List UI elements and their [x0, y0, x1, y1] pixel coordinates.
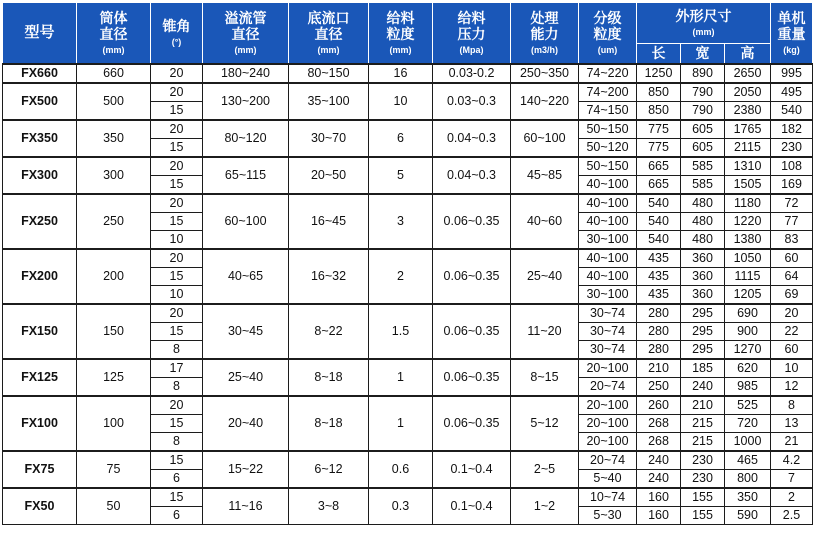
cell-cone-angle: 8 [151, 377, 203, 396]
cell-h: 1765 [725, 120, 771, 139]
cell-h: 985 [725, 377, 771, 396]
cell-feed-size: 0.6 [369, 451, 433, 488]
table-row [3, 64, 813, 83]
cell-underflow: 8~22 [289, 304, 369, 359]
cell-feed-size: 1.5 [369, 304, 433, 359]
cell-underflow: 16~32 [289, 249, 369, 304]
header-feed-size: 给料 粒度 (mm) [369, 3, 433, 64]
cell-weight: 169 [771, 175, 813, 194]
cell-cone-angle: 6 [151, 469, 203, 488]
cell-l: 775 [637, 138, 681, 157]
cell-h: 1380 [725, 230, 771, 249]
cell-feed-size: 5 [369, 157, 433, 194]
header-cone-angle: 锥角 (°) [151, 3, 203, 64]
cell-pressure: 0.03~0.3 [433, 83, 511, 120]
spec-table [2, 2, 813, 525]
header-model: 型号 [3, 3, 77, 64]
cell-pressure: 0.1~0.4 [433, 451, 511, 488]
cell-classify: 74~220 [579, 64, 637, 83]
cell-weight: 20 [771, 304, 813, 323]
cell-cone-angle: 20 [151, 396, 203, 415]
cell-h: 2650 [725, 64, 771, 83]
cell-feed-size: 6 [369, 120, 433, 157]
cell-w: 295 [681, 340, 725, 359]
cell-l: 240 [637, 469, 681, 488]
cell-cone-angle: 20 [151, 64, 203, 83]
cell-cone-angle: 15 [151, 212, 203, 230]
cell-w: 585 [681, 175, 725, 194]
cell-w: 215 [681, 432, 725, 451]
cell-classify: 20~100 [579, 432, 637, 451]
cell-w: 360 [681, 285, 725, 304]
table-row [3, 451, 813, 470]
table-body [3, 64, 813, 525]
cell-l: 240 [637, 451, 681, 470]
cell-capacity: 5~12 [511, 396, 579, 451]
cell-capacity: 140~220 [511, 83, 579, 120]
cell-w: 295 [681, 304, 725, 323]
cell-overflow: 25~40 [203, 359, 289, 396]
header-underflow: 底流口 直径 (mm) [289, 3, 369, 64]
cell-feed-size: 2 [369, 249, 433, 304]
cell-w: 605 [681, 120, 725, 139]
cell-pressure: 0.06~0.35 [433, 304, 511, 359]
cell-h: 1180 [725, 194, 771, 213]
cell-w: 360 [681, 249, 725, 268]
cell-weight: 495 [771, 83, 813, 102]
cell-classify: 20~100 [579, 396, 637, 415]
cell-capacity: 11~20 [511, 304, 579, 359]
cell-overflow: 80~120 [203, 120, 289, 157]
cell-model: FX350 [3, 120, 77, 157]
cell-classify: 40~100 [579, 212, 637, 230]
cell-weight: 230 [771, 138, 813, 157]
cell-h: 900 [725, 322, 771, 340]
header-classify: 分级 粒度 (um) [579, 3, 637, 64]
cell-l: 210 [637, 359, 681, 378]
cell-capacity: 40~60 [511, 194, 579, 249]
cell-cone-angle: 20 [151, 304, 203, 323]
cell-cone-angle: 8 [151, 432, 203, 451]
cell-h: 800 [725, 469, 771, 488]
cell-weight: 69 [771, 285, 813, 304]
cell-l: 540 [637, 212, 681, 230]
cell-l: 850 [637, 101, 681, 120]
cell-w: 155 [681, 506, 725, 524]
cell-w: 790 [681, 101, 725, 120]
cell-h: 1310 [725, 157, 771, 176]
cell-classify: 30~100 [579, 285, 637, 304]
cell-weight: 4.2 [771, 451, 813, 470]
cell-w: 790 [681, 83, 725, 102]
cell-weight: 108 [771, 157, 813, 176]
cell-h: 1220 [725, 212, 771, 230]
cell-weight: 8 [771, 396, 813, 415]
cell-w: 585 [681, 157, 725, 176]
cell-w: 480 [681, 212, 725, 230]
cell-diameter: 250 [77, 194, 151, 249]
cell-weight: 13 [771, 414, 813, 432]
cell-feed-size: 1 [369, 396, 433, 451]
cell-l: 268 [637, 414, 681, 432]
table-row [3, 488, 813, 507]
cell-cone-angle: 15 [151, 175, 203, 194]
cell-diameter: 350 [77, 120, 151, 157]
cell-l: 540 [637, 230, 681, 249]
cell-capacity: 2~5 [511, 451, 579, 488]
cell-model: FX150 [3, 304, 77, 359]
cell-capacity: 8~15 [511, 359, 579, 396]
cell-l: 850 [637, 83, 681, 102]
cell-h: 465 [725, 451, 771, 470]
cell-l: 160 [637, 488, 681, 507]
cell-diameter: 125 [77, 359, 151, 396]
cell-classify: 40~100 [579, 267, 637, 285]
cell-model: FX50 [3, 488, 77, 525]
cell-weight: 540 [771, 101, 813, 120]
cell-model: FX125 [3, 359, 77, 396]
cell-l: 160 [637, 506, 681, 524]
cell-model: FX200 [3, 249, 77, 304]
cell-overflow: 130~200 [203, 83, 289, 120]
cell-underflow: 6~12 [289, 451, 369, 488]
cell-cone-angle: 8 [151, 340, 203, 359]
header-length: 长 [637, 44, 681, 64]
table-row [3, 359, 813, 378]
cell-underflow: 3~8 [289, 488, 369, 525]
cell-cone-angle: 20 [151, 120, 203, 139]
cell-cone-angle: 15 [151, 451, 203, 470]
cell-overflow: 15~22 [203, 451, 289, 488]
cell-l: 260 [637, 396, 681, 415]
cell-classify: 20~74 [579, 377, 637, 396]
cell-w: 185 [681, 359, 725, 378]
cell-overflow: 11~16 [203, 488, 289, 525]
cell-w: 605 [681, 138, 725, 157]
cell-feed-size: 16 [369, 64, 433, 83]
cell-overflow: 20~40 [203, 396, 289, 451]
cell-overflow: 40~65 [203, 249, 289, 304]
cell-diameter: 300 [77, 157, 151, 194]
cell-classify: 50~150 [579, 157, 637, 176]
cell-cone-angle: 10 [151, 230, 203, 249]
cell-cone-angle: 10 [151, 285, 203, 304]
cell-classify: 30~74 [579, 322, 637, 340]
cell-w: 155 [681, 488, 725, 507]
cell-feed-size: 10 [369, 83, 433, 120]
cell-classify: 20~100 [579, 359, 637, 378]
cell-diameter: 50 [77, 488, 151, 525]
cell-h: 1505 [725, 175, 771, 194]
cell-feed-size: 1 [369, 359, 433, 396]
cell-overflow: 65~115 [203, 157, 289, 194]
header-capacity: 处理 能力 (m3/h) [511, 3, 579, 64]
cell-weight: 995 [771, 64, 813, 83]
cell-model: FX500 [3, 83, 77, 120]
cell-pressure: 0.06~0.35 [433, 249, 511, 304]
cell-weight: 60 [771, 340, 813, 359]
cell-weight: 7 [771, 469, 813, 488]
cell-classify: 5~40 [579, 469, 637, 488]
table-row [3, 249, 813, 268]
cell-classify: 50~150 [579, 120, 637, 139]
cell-diameter: 75 [77, 451, 151, 488]
cell-classify: 20~74 [579, 451, 637, 470]
cell-h: 525 [725, 396, 771, 415]
cell-diameter: 500 [77, 83, 151, 120]
cell-underflow: 8~18 [289, 396, 369, 451]
cell-weight: 64 [771, 267, 813, 285]
cell-l: 268 [637, 432, 681, 451]
cell-cone-angle: 17 [151, 359, 203, 378]
cell-feed-size: 3 [369, 194, 433, 249]
cell-l: 540 [637, 194, 681, 213]
cell-w: 890 [681, 64, 725, 83]
cell-l: 250 [637, 377, 681, 396]
cell-l: 435 [637, 267, 681, 285]
cell-w: 360 [681, 267, 725, 285]
cell-w: 215 [681, 414, 725, 432]
cell-h: 350 [725, 488, 771, 507]
cell-h: 590 [725, 506, 771, 524]
cell-weight: 83 [771, 230, 813, 249]
cell-weight: 12 [771, 377, 813, 396]
cell-pressure: 0.06~0.35 [433, 359, 511, 396]
cell-w: 480 [681, 230, 725, 249]
table-row [3, 120, 813, 139]
cell-classify: 40~100 [579, 175, 637, 194]
cell-pressure: 0.03-0.2 [433, 64, 511, 83]
cell-underflow: 35~100 [289, 83, 369, 120]
header-overflow: 溢流管 直径 (mm) [203, 3, 289, 64]
cell-cone-angle: 15 [151, 101, 203, 120]
cell-weight: 21 [771, 432, 813, 451]
cell-l: 665 [637, 175, 681, 194]
cell-l: 435 [637, 249, 681, 268]
cell-w: 480 [681, 194, 725, 213]
cell-feed-size: 0.3 [369, 488, 433, 525]
header-dimensions: 外形尺寸 (mm) [637, 3, 771, 44]
cell-overflow: 180~240 [203, 64, 289, 83]
cell-cone-angle: 20 [151, 194, 203, 213]
cell-cone-angle: 15 [151, 322, 203, 340]
table-row [3, 194, 813, 213]
cell-capacity: 1~2 [511, 488, 579, 525]
cell-overflow: 60~100 [203, 194, 289, 249]
cell-weight: 72 [771, 194, 813, 213]
header-width: 宽 [681, 44, 725, 64]
cell-w: 230 [681, 469, 725, 488]
cell-l: 280 [637, 322, 681, 340]
cell-classify: 74~150 [579, 101, 637, 120]
cell-pressure: 0.04~0.3 [433, 120, 511, 157]
cell-h: 2050 [725, 83, 771, 102]
cell-model: FX250 [3, 194, 77, 249]
cell-cone-angle: 15 [151, 267, 203, 285]
cell-classify: 74~200 [579, 83, 637, 102]
cell-cone-angle: 15 [151, 414, 203, 432]
cell-l: 1250 [637, 64, 681, 83]
table-row [3, 304, 813, 323]
cell-h: 720 [725, 414, 771, 432]
cell-cone-angle: 15 [151, 488, 203, 507]
cell-h: 2380 [725, 101, 771, 120]
cell-diameter: 660 [77, 64, 151, 83]
cell-weight: 2.5 [771, 506, 813, 524]
cell-weight: 2 [771, 488, 813, 507]
cell-h: 1050 [725, 249, 771, 268]
cell-model: FX660 [3, 64, 77, 83]
cell-diameter: 150 [77, 304, 151, 359]
cell-h: 620 [725, 359, 771, 378]
cell-h: 2115 [725, 138, 771, 157]
cell-w: 295 [681, 322, 725, 340]
cell-l: 280 [637, 340, 681, 359]
cell-w: 240 [681, 377, 725, 396]
cell-classify: 30~74 [579, 340, 637, 359]
cell-underflow: 30~70 [289, 120, 369, 157]
cell-overflow: 30~45 [203, 304, 289, 359]
cell-classify: 10~74 [579, 488, 637, 507]
cell-cone-angle: 20 [151, 249, 203, 268]
cell-classify: 5~30 [579, 506, 637, 524]
cell-l: 280 [637, 304, 681, 323]
cell-weight: 10 [771, 359, 813, 378]
cell-capacity: 45~85 [511, 157, 579, 194]
cell-model: FX300 [3, 157, 77, 194]
cell-classify: 40~100 [579, 194, 637, 213]
cell-h: 1205 [725, 285, 771, 304]
cell-cone-angle: 15 [151, 138, 203, 157]
cell-w: 230 [681, 451, 725, 470]
cell-model: FX100 [3, 396, 77, 451]
cell-capacity: 60~100 [511, 120, 579, 157]
cell-pressure: 0.1~0.4 [433, 488, 511, 525]
cell-weight: 182 [771, 120, 813, 139]
header-feed-pressure: 给料 压力 (Mpa) [433, 3, 511, 64]
cell-h: 1000 [725, 432, 771, 451]
cell-pressure: 0.04~0.3 [433, 157, 511, 194]
cell-cone-angle: 6 [151, 506, 203, 524]
header-diameter: 筒体 直径 (mm) [77, 3, 151, 64]
cell-classify: 30~74 [579, 304, 637, 323]
cell-l: 435 [637, 285, 681, 304]
cell-underflow: 80~150 [289, 64, 369, 83]
cell-model: FX75 [3, 451, 77, 488]
cell-h: 690 [725, 304, 771, 323]
cell-classify: 20~100 [579, 414, 637, 432]
cell-w: 210 [681, 396, 725, 415]
cell-capacity: 25~40 [511, 249, 579, 304]
cell-pressure: 0.06~0.35 [433, 396, 511, 451]
cell-classify: 30~100 [579, 230, 637, 249]
cell-weight: 77 [771, 212, 813, 230]
cell-cone-angle: 20 [151, 157, 203, 176]
cell-l: 775 [637, 120, 681, 139]
cell-diameter: 100 [77, 396, 151, 451]
cell-h: 1270 [725, 340, 771, 359]
cell-capacity: 250~350 [511, 64, 579, 83]
cell-diameter: 200 [77, 249, 151, 304]
cell-underflow: 8~18 [289, 359, 369, 396]
cell-cone-angle: 20 [151, 83, 203, 102]
header-height: 高 [725, 44, 771, 64]
cell-weight: 60 [771, 249, 813, 268]
table-row [3, 83, 813, 102]
cell-classify: 50~120 [579, 138, 637, 157]
cell-pressure: 0.06~0.35 [433, 194, 511, 249]
header-weight: 单机 重量 (kg) [771, 3, 813, 64]
cell-classify: 40~100 [579, 249, 637, 268]
cell-h: 1115 [725, 267, 771, 285]
table-row [3, 396, 813, 415]
cell-l: 665 [637, 157, 681, 176]
table-row [3, 157, 813, 176]
table-header [3, 3, 813, 64]
cell-underflow: 16~45 [289, 194, 369, 249]
cell-weight: 22 [771, 322, 813, 340]
cell-underflow: 20~50 [289, 157, 369, 194]
